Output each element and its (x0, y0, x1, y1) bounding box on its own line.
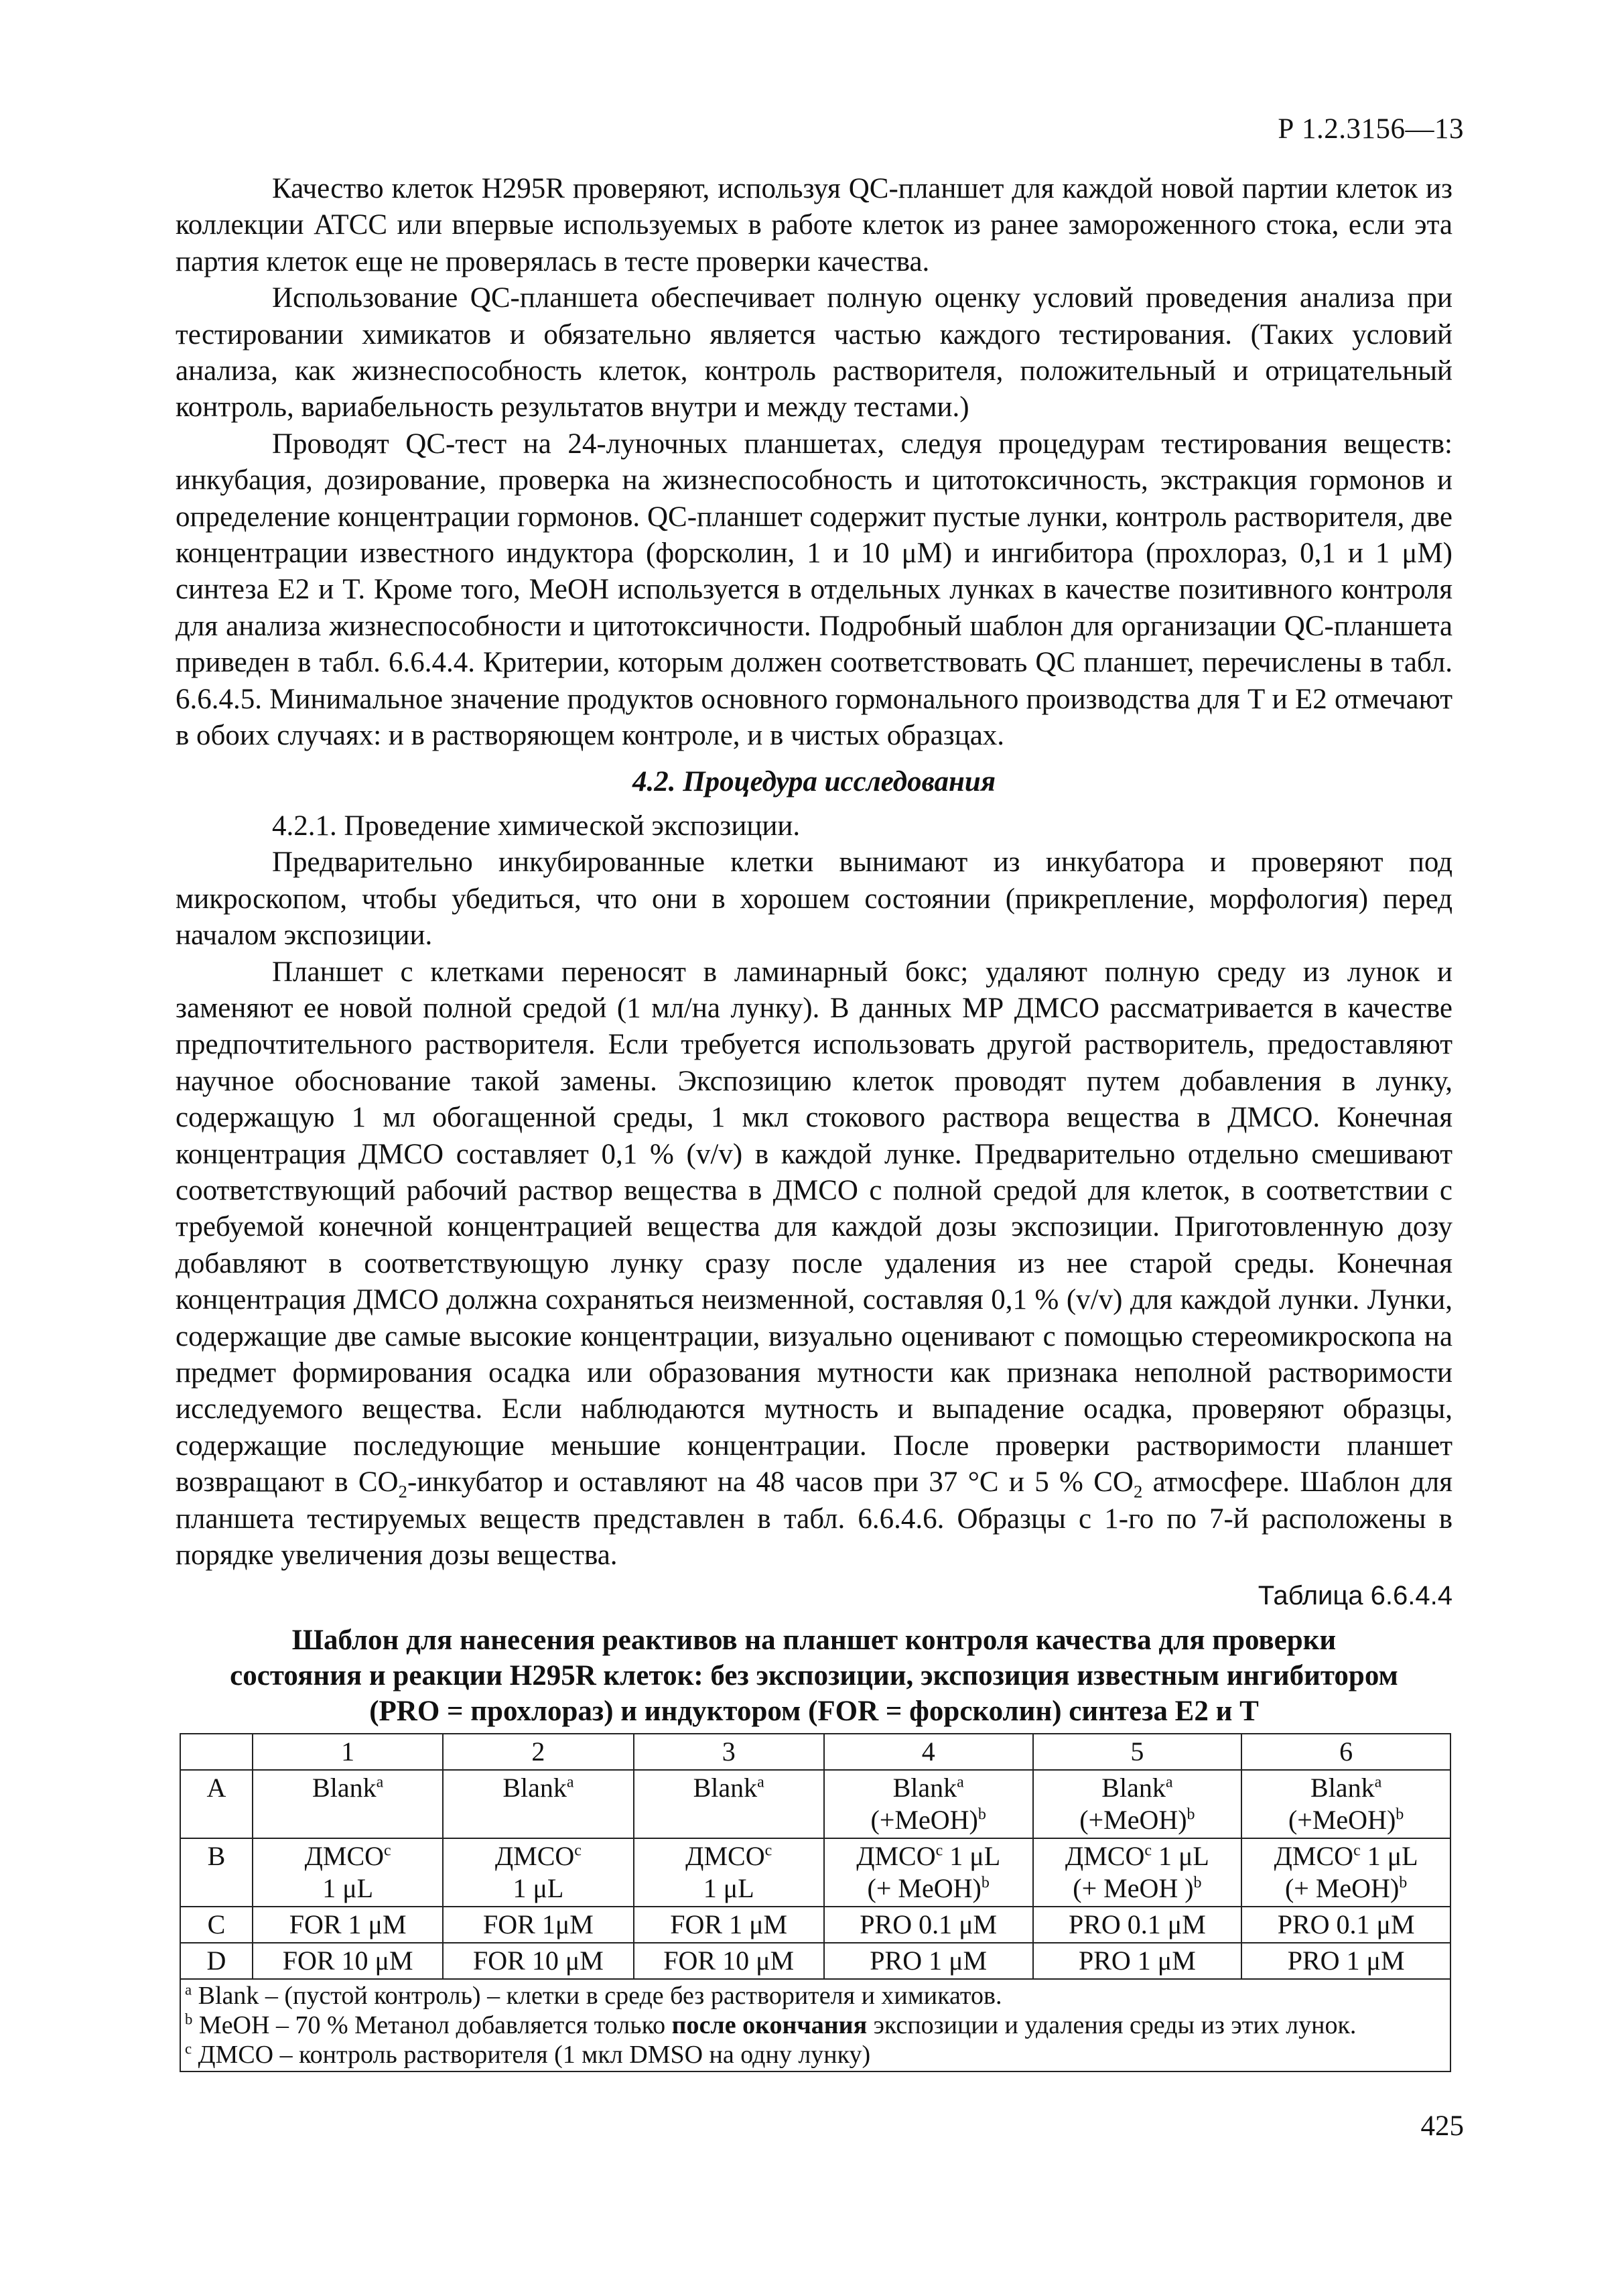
table-cell: ДМСО$^c$ 1 μL (+ MeOH)$^b$ (1241, 1838, 1450, 1907)
table-cell: Blank$^a$ (+MeOH)$^b$ (1241, 1770, 1450, 1838)
exposure-text-part1: Планшет с клетками переносят в ламинарный бокс; удаляют полную среду из лунок и заменяют ее новой полной средой (1 мл/на лунку). В данных МР ДМСО рассматривается в качестве предпочтительного растворителя. Если требуется использовать другой растворитель, предоставляют научное обоснование такой замены. Экспозицию клеток проводят путем добавления в лунку, содержащую 1 мл обогащенной среды, 1 мкл стокового раствора вещества в ДМСО. Конечная концентрация ДМСО составляет 0,1 % (v/v) в каждой лунке. Предварительно отдельно смешивают соответствующий рабочий раствор вещества в ДМСО с полной средой для клеток, в соответствии с требуемой конечной концентрацией вещества для каждой дозы экспозиции. Приготовленную дозу добавляют в соответствующую лунку сразу после удаления из нее старой среды. Конечная концентрация ДМСО должна сохраняться неизменной, составляя 0,1 % (v/v) для каждой лунки. Лунки, содержащие две самые высокие концентрации, визуально оценивают с помощью стереомикроскопа на предмет формирования осадка или образования мутности как признака неполной растворимости исследуемого вещества. Если наблюдаются мутность и выпадение осадка, проверяют образцы, содержащие последующие меньшие концентрации. После проверки растворимости планшет возвращают в СО (176, 956, 1452, 1498)
row-label: A (180, 1770, 253, 1838)
table-cell: ДМСО$^c$ 1 μL (+ MeOH)$^b$ (824, 1838, 1033, 1907)
table-cell: FOR 1 μM (253, 1907, 443, 1943)
body-text (176, 171, 1452, 2072)
paragraph-qc-test: Проводят QC-тест на 24-луночных планшетах, следуя процедурам тестирования веществ: инкубация, дозирование, проверка на жизнеспособность и цитотоксичность, экстракция гормонов и определение концентрации гормонов. QC-планшет содержит пустые лунки, контроль растворителя, две концентрации известного индуктора (форсколин, 1 и 10 μM) и ингибитора (прохлораз, 0,1 и 1 μM) синтеза E2 и T. Кроме того, MeOH используется в отдельных лунках в качестве позитивного контроля для анализа жизнеспособности и цитотоксичности. Подробный шаблон для организации QC-планшета приведен в табл. 6.6.4.4. Критерии, которым должен соответствовать QC планшет, перечислены в табл. 6.6.4.5. Минимальное значение продуктов основного гормонального производства для T и E2 отмечают в обоих случаях: и в растворяющем контроле, и в чистых образцах. (176, 428, 1452, 752)
table-cell: ДМСО$^c$ 1 μL (634, 1838, 824, 1907)
paragraph-exposure (176, 954, 1452, 1574)
row-label: B (180, 1838, 253, 1907)
table-cell: PRO 0.1 μM (1241, 1907, 1450, 1943)
table-row-a (180, 1770, 1450, 1838)
corner-cell (180, 1734, 253, 1770)
column-header: 6 (1241, 1734, 1450, 1770)
table-cell: FOR 10 μM (253, 1943, 443, 1979)
paragraph-qc-quality: Качество клеток H295R проверяют, используя QC-планшет для каждой новой партии клеток из коллекции ATCC или впервые используемых в работе клеток из ранее замороженного стока, если эта партия клеток еще не проверялась в тесте проверки качества. (176, 173, 1452, 277)
table-row-d (180, 1943, 1450, 1979)
row-label: D (180, 1943, 253, 1979)
page-number: 425 (1420, 2110, 1464, 2142)
section-heading: 4.2. Процедура исследования (632, 765, 996, 798)
table-title (176, 1622, 1452, 1729)
table-cell: Blank$^a$ (+MeOH)$^b$ (824, 1770, 1033, 1838)
table-cell: PRO 1 μM (1033, 1943, 1242, 1979)
table-title-line: состояния и реакции H295R клеток: без экспозиции, экспозиция известным ингибитором (230, 1659, 1398, 1692)
column-header: 1 (253, 1734, 443, 1770)
table-cell: PRO 1 μM (824, 1943, 1033, 1979)
table-cell: Blank$^a$ (+MeOH)$^b$ (1033, 1770, 1242, 1838)
table-row-b (180, 1838, 1450, 1907)
footnote: $^c$ ДМСО – контроль растворителя (1 мкл DMSO на одну лунку) (185, 2040, 871, 2069)
exposure-text-part2: -инкубатор и оставляют на 48 часов при 37 °С и 5 % СО (407, 1466, 1134, 1498)
table-cell: FOR 1μM (443, 1907, 633, 1943)
table-cell: ДМСО$^c$ 1 μL (443, 1838, 633, 1907)
table-cell: PRO 0.1 μM (1033, 1907, 1242, 1943)
paragraph-preincubation: Предварительно инкубированные клетки вынимают из инкубатора и проверяют под микроскопом, чтобы убедиться, что они в хорошем состоянии (прикрепление, морфология) перед началом экспозиции. (176, 846, 1452, 952)
table-row-c (180, 1907, 1450, 1943)
column-header: 4 (824, 1734, 1033, 1770)
document-reference: Р 1.2.3156—13 (1278, 113, 1464, 145)
co2-subscript: 2 (1133, 1481, 1143, 1502)
footnote: $^a$ Blank – (пустой контроль) – клетки в среде без растворителя и химикатов. (185, 1981, 1002, 2010)
table-title-line: Шаблон для нанесения реактивов на планшет контроля качества для проверки (291, 1624, 1337, 1656)
table-label: Таблица 6.6.4.4 (1258, 1581, 1452, 1611)
table-cell: ДМСО$^c$ 1 μL (+ MeOH )$^b$ (1033, 1838, 1242, 1907)
column-header: 5 (1033, 1734, 1242, 1770)
table-footnotes-row (180, 1979, 1450, 2071)
table-footnotes (180, 1979, 1450, 2071)
table-cell: Blank$^a$ (253, 1770, 443, 1838)
co2-subscript: 2 (398, 1481, 407, 1502)
column-header: 2 (443, 1734, 633, 1770)
table-cell: Blank$^a$ (443, 1770, 633, 1838)
subsection-heading: 4.2.1. Проведение химической экспозиции. (272, 810, 801, 842)
table-cell: PRO 0.1 μM (824, 1907, 1033, 1943)
footnote: $^b$ MeOH – 70 % Метанол добавляется только после окончания экспозиции и удаления среды из этих лунок. (185, 2011, 1357, 2039)
table-title-line: (PRO = прохлораз) и индуктором (FOR = форсколин) синтеза E2 и T (369, 1695, 1259, 1727)
table-header-row (180, 1734, 1450, 1770)
column-header: 3 (634, 1734, 824, 1770)
row-label: C (180, 1907, 253, 1943)
exposure-text-part3: атмосфере. Шаблон для планшета тестируемых веществ представлен в табл. 6.6.4.6. Образцы с 1-го по 7-й расположены в порядке увеличения дозы вещества. (176, 1466, 1453, 1572)
paragraph-qc-usage: Использование QC-планшета обеспечивает полную оценку условий проведения анализа при тестировании химикатов и обязательно является частью каждого тестирования. (Таких условий анализа, как жизнеспособность клеток, контроль растворителя, положительный и отрицательный контроль, вариабельность результатов внутри и между тестами.) (176, 282, 1452, 424)
table-cell: PRO 1 μM (1241, 1943, 1450, 1979)
qc-plate-table (180, 1733, 1451, 2072)
table-cell: FOR 10 μM (443, 1943, 633, 1979)
table-cell: FOR 10 μM (634, 1943, 824, 1979)
table-cell: Blank$^a$ (634, 1770, 824, 1838)
table-cell: ДМСО$^c$ 1 μL (253, 1838, 443, 1907)
table-cell: FOR 1 μM (634, 1907, 824, 1943)
